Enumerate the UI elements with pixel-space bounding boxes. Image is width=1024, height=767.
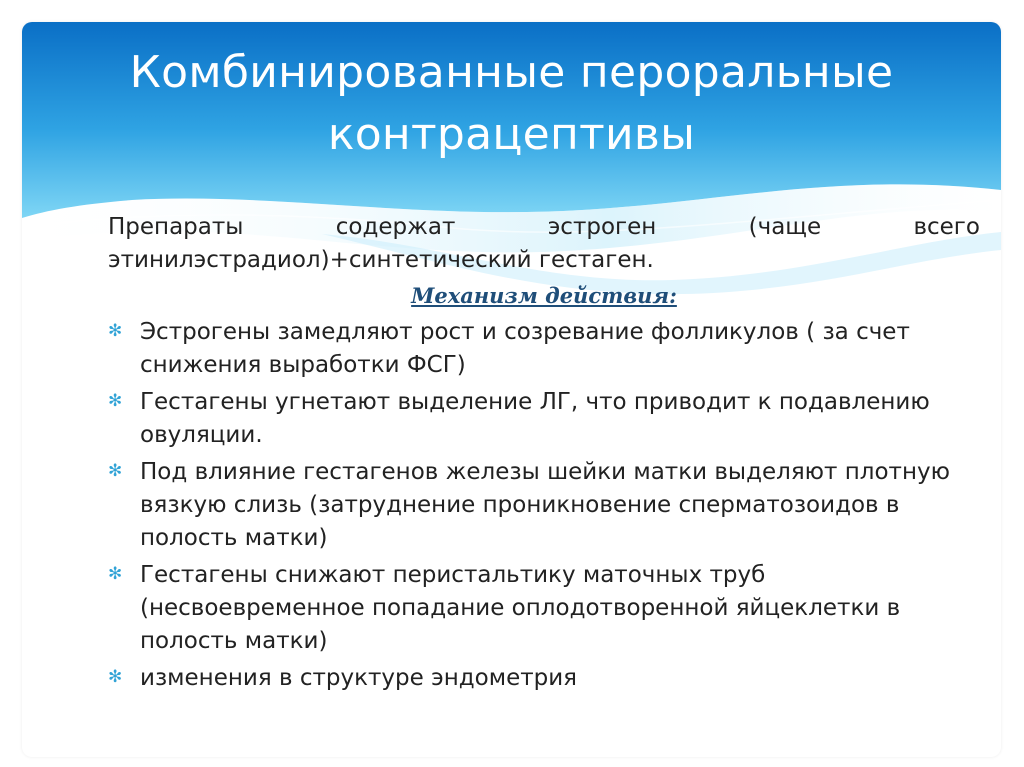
slide <box>22 22 1001 757</box>
slide-title-line-2: контрацептивы <box>327 109 696 160</box>
intro-paragraph <box>108 211 980 277</box>
slide-content <box>108 211 980 699</box>
slide-title <box>62 42 961 166</box>
asterisk-bullet-icon: ✻ <box>108 391 123 411</box>
list-item-text: Под влияние гестагенов железы шейки матки выделяют плотную вязкую слизь (затруднение проникновение сперматозоидов в полость матки) <box>140 459 950 551</box>
mechanism-list <box>108 316 980 695</box>
intro-word: (чаще <box>748 214 822 240</box>
list-item <box>108 559 980 658</box>
intro-line-2: этинилэстрадиол)+синтетический гестаген. <box>108 247 654 273</box>
list-item <box>108 662 980 695</box>
asterisk-bullet-icon: ✻ <box>108 321 123 341</box>
mechanism-heading: Механизм действия: <box>411 283 677 308</box>
asterisk-bullet-icon: ✻ <box>108 667 123 687</box>
intro-line-1 <box>108 211 980 244</box>
intro-word: всего <box>913 214 980 240</box>
list-item-text: Гестагены снижают перистальтику маточных труб (несвоевременное попадание оплодотворенной яйцеклетки в полость матки) <box>140 562 901 654</box>
list-item <box>108 316 980 382</box>
list-item <box>108 456 980 555</box>
asterisk-bullet-icon: ✻ <box>108 564 123 584</box>
list-item-text: Гестагены угнетают выделение ЛГ, что приводит к подавлению овуляции. <box>140 389 930 448</box>
intro-word: эстроген <box>547 214 657 240</box>
list-item-text: изменения в структуре эндометрия <box>140 665 577 691</box>
asterisk-bullet-icon: ✻ <box>108 461 123 481</box>
list-item <box>108 386 980 452</box>
intro-word: содержат <box>335 214 456 240</box>
list-item-text: Эстрогены замедляют рост и созревание фолликулов ( за счет снижения выработки ФСГ) <box>140 319 910 378</box>
intro-word: Препараты <box>108 214 244 240</box>
slide-title-line-1: Комбинированные пероральные <box>129 47 894 98</box>
